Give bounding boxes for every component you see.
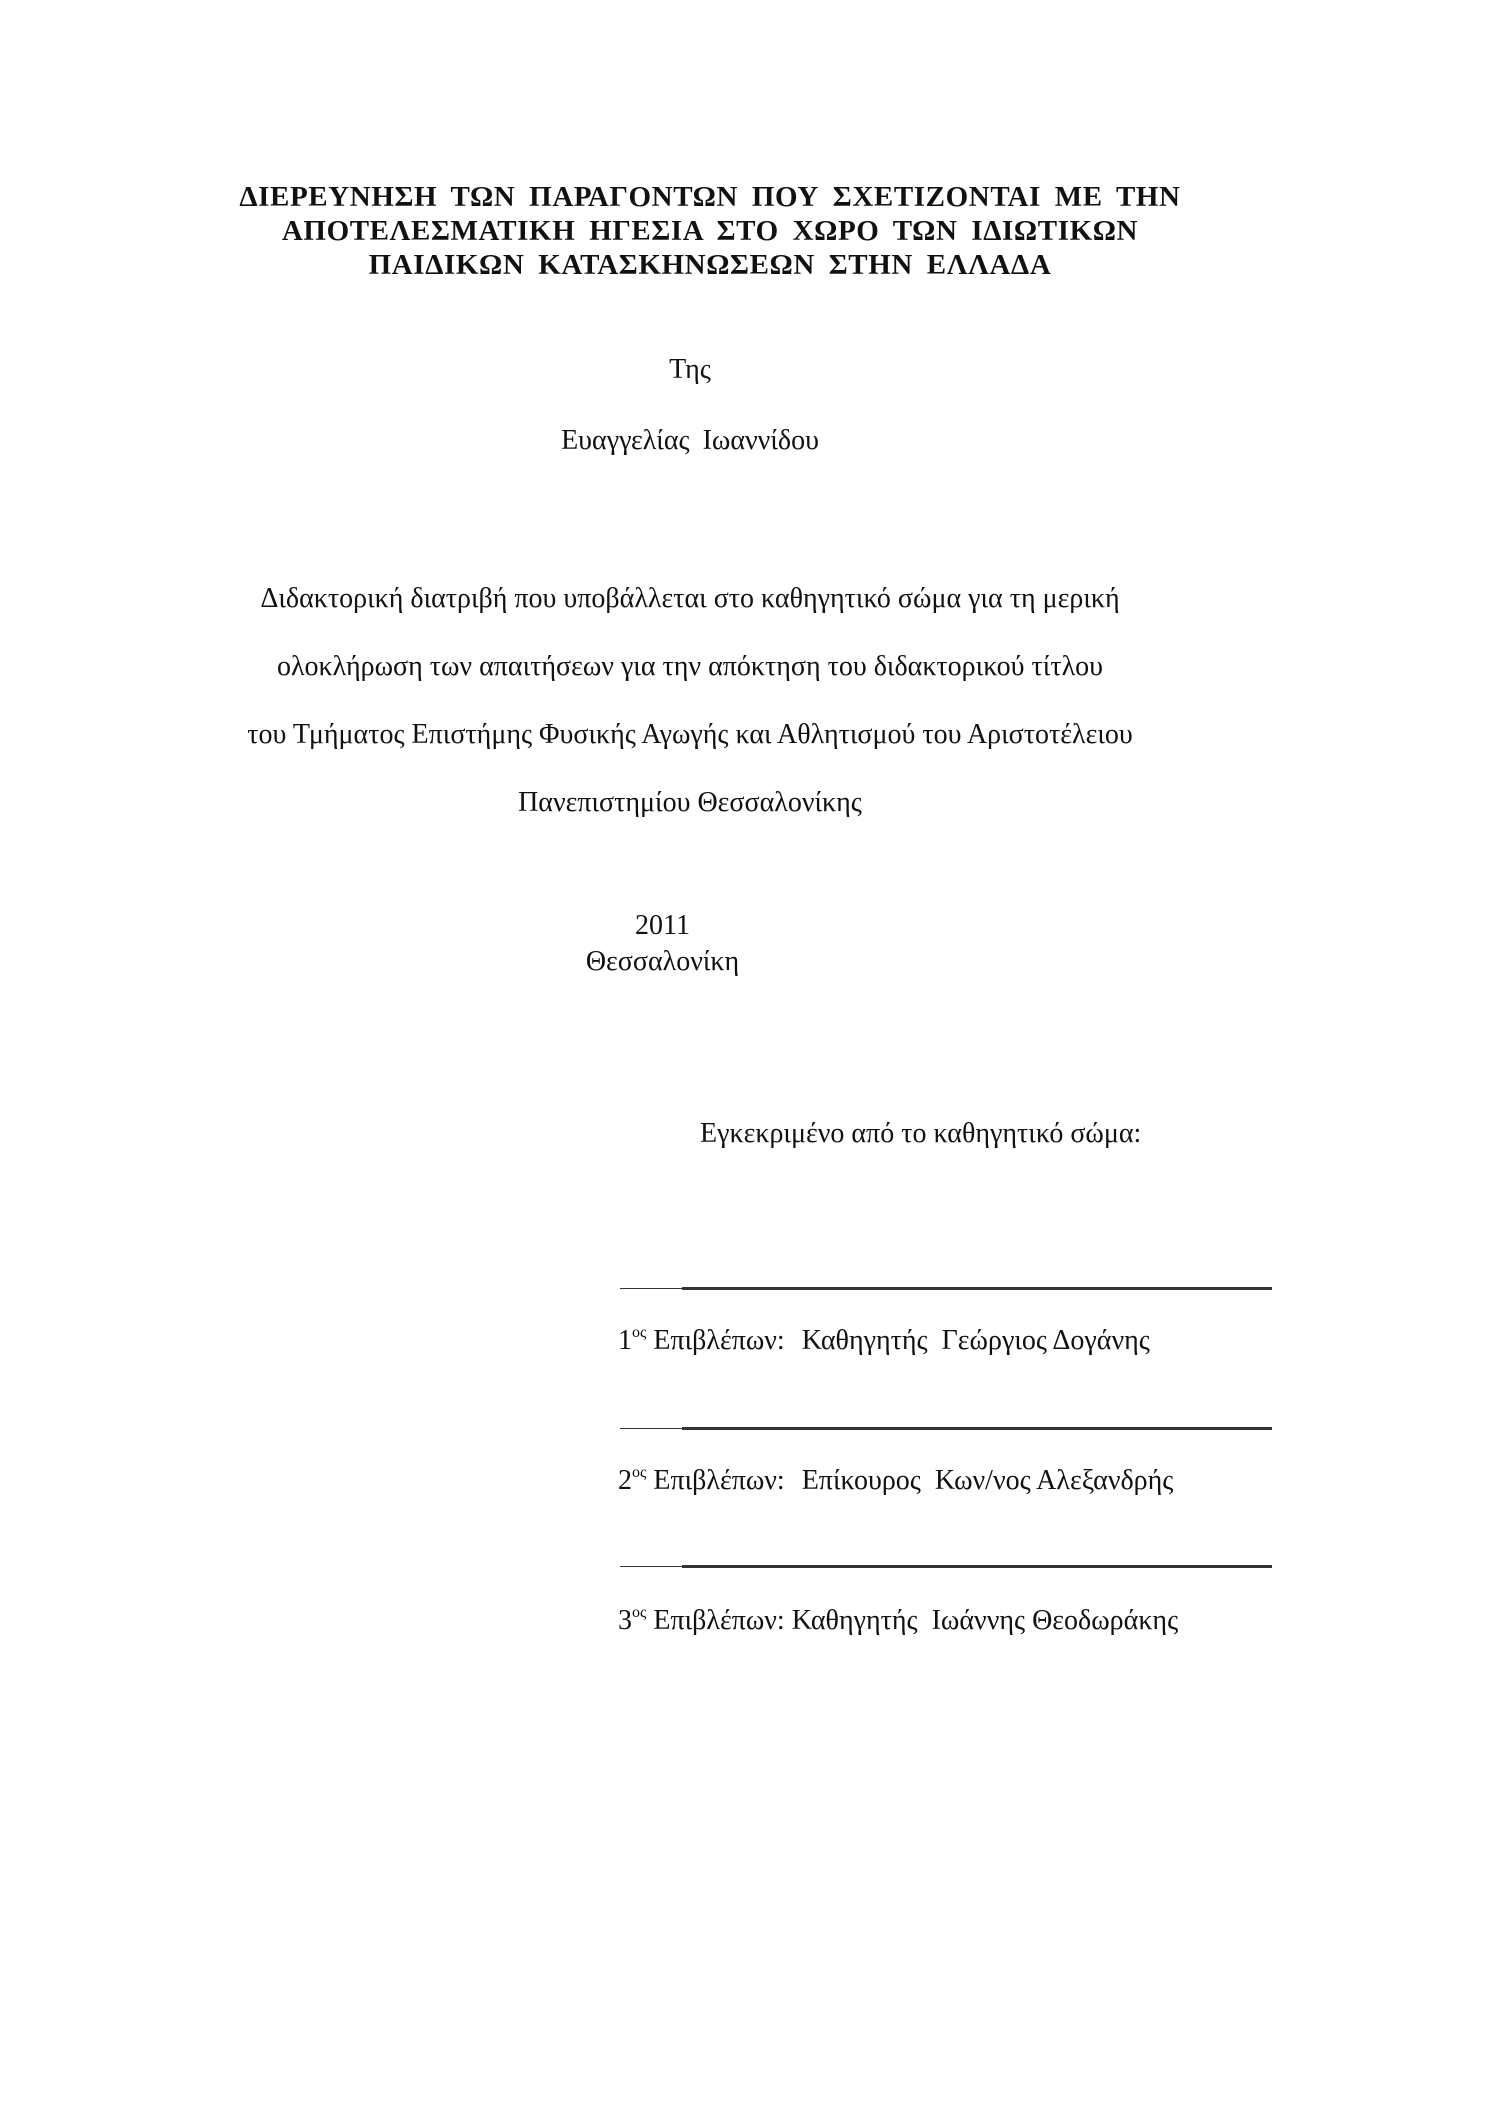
author-name: Ευαγγελίας Ιωαννίδου: [561, 425, 819, 456]
supervisor-1-role: Επιβλέπων:: [653, 1325, 785, 1356]
supervisor-1-ordinal-suffix: ος: [632, 1324, 647, 1341]
thesis-title-line-2: ΑΠΟΤΕΛΕΣΜΑΤΙΚΗ ΗΓΕΣΙΑ ΣΤΟ ΧΩΡΟ ΤΩΝ ΙΔΙΩΤΙΚΩΝ: [281, 215, 1139, 247]
signature-line-3-main: [682, 1565, 1272, 1568]
supervisor-3-name: Καθηγητής Ιωάννης Θεοδωράκης: [791, 1605, 1179, 1636]
description-line-3: του Τμήματος Επιστήμης Φυσικής Αγωγής και Αθλητισμού του Αριστοτέλειου: [247, 719, 1133, 750]
year: 2011: [635, 910, 690, 941]
description-line-2: ολοκλήρωση των απαιτήσεων για την απόκτηση του διδακτορικού τίτλου: [276, 651, 1104, 682]
by-label: Της: [669, 354, 711, 385]
description-line-1: Διδακτορική διατριβή που υποβάλλεται στο καθηγητικό σώμα για τη μερική: [260, 583, 1120, 614]
city: Θεσσαλονίκη: [585, 946, 740, 977]
signature-line-2-start: [620, 1428, 682, 1429]
thesis-title-line-3: ΠΑΙΔΙΚΩΝ ΚΑΤΑΣΚΗΝΩΣΕΩΝ ΣΤΗΝ ΕΛΛΑΔΑ: [368, 249, 1052, 281]
description-line-4: Πανεπιστημίου Θεσσαλονίκης: [518, 787, 862, 818]
supervisor-3-role: Επιβλέπων:: [653, 1605, 785, 1636]
supervisor-2-name: Επίκουρος Κων/νος Αλεξανδρής: [801, 1465, 1174, 1496]
thesis-title: [0, 180, 1420, 282]
supervisor-2-ordinal: 2: [618, 1465, 632, 1496]
supervisor-1: [618, 1325, 1150, 1357]
signature-line-1-start: [620, 1288, 682, 1289]
supervisor-1-name: Καθηγητής Γεώργιος Δογάνης: [801, 1325, 1150, 1356]
supervisor-3-ordinal: 3: [618, 1605, 632, 1636]
thesis-title-line-1: ΔΙΕΡΕΥΝΗΣΗ ΤΩΝ ΠΑΡΑΓΟΝΤΩΝ ΠΟΥ ΣΧΕΤΙΖΟΝΤΑΙ ΜΕ ΤΗΝ: [239, 181, 1181, 213]
supervisor-3: [618, 1605, 1178, 1637]
supervisor-2-ordinal-suffix: ος: [632, 1464, 647, 1481]
supervisor-1-ordinal: 1: [618, 1325, 632, 1356]
supervisor-2: [618, 1465, 1173, 1497]
supervisor-2-role: Επιβλέπων:: [653, 1465, 785, 1496]
signature-line-1-main: [682, 1287, 1272, 1290]
signature-line-2-main: [682, 1427, 1272, 1430]
supervisor-3-ordinal-suffix: ος: [632, 1604, 647, 1621]
signature-line-3-start: [620, 1566, 682, 1567]
approved-label: Εγκεκριμένο από το καθηγητικό σώμα:: [700, 1118, 1142, 1149]
thesis-description: [0, 565, 1380, 837]
